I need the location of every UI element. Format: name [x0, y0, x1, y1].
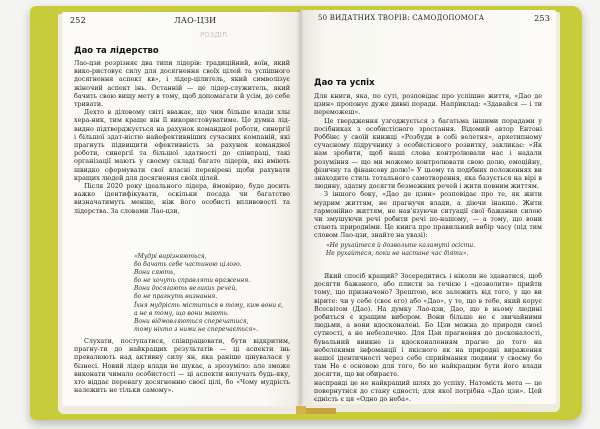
- left-closing-paragraph: Слухати, поступатися, співпрацювати, бути відкритим, прагну-ти до найкращих результатів — ці аспекти інь превалюють над активну силу ян, яка раніше цінувалася у бізнесі. Новий лідер влади не шукає, а зрозуміло: але зможе виконати чимало особистості — ці аспекти вилучать будь-яку, хто віддає перевагу досягненню своєї цілі, бо «Чому мудрість належить не тільки самому».: [74, 337, 290, 395]
- quote-line: бо не прагнуть визнання.: [134, 293, 218, 301]
- right-closing-text: [314, 272, 542, 403]
- quote-line: Вони досягають великих речей,: [134, 285, 238, 293]
- left-closing-text: [74, 337, 290, 394]
- right-page: [300, 10, 556, 404]
- right-running-head: 50 ВИДАТНИХ ТВОРІВ: САМОДОПОМОГА: [318, 14, 485, 22]
- quote-line: бо не хочуть справляти враження.: [134, 277, 251, 285]
- left-paragraph-1: Лао-цзи розрізняє два типи лідерів: традиційний, воїн, який вико-ристовує силу для досягнення своїх цілей та успішного досягнення аспект кв», і лідер-цілитель, який символізує жіночий аспект інь. Останній — це лідер-служитель, який бачить свою вищу мету в тому, щоб допомагати й усім, до себе тривати.: [74, 59, 290, 109]
- book-spine-gutter: [296, 10, 304, 410]
- quote-line: Вони сяють,: [134, 269, 176, 277]
- quote-line: Вони відмовляються сперечатися,: [134, 317, 249, 325]
- left-page: [62, 12, 300, 406]
- right-paragraph-1: Для книги, яка, по суті, розповідає про успішне життя, «Дао де цзин» пропонує дуже дивні поради. Наприклад: «Здавайся — і ти переможеш».: [314, 92, 542, 117]
- spine-end: [296, 406, 306, 414]
- left-quote: [134, 253, 283, 334]
- quote-line: «Мудрі вирізняються,: [134, 253, 207, 260]
- right-body-text: [314, 92, 542, 240]
- left-body-text: [74, 59, 290, 215]
- quote-line: тому ніхто з ними не сперечається».: [134, 325, 258, 333]
- headband: [306, 408, 336, 414]
- right-section-title: Дао та успіх: [314, 78, 375, 88]
- left-paragraph-3: Після 2020 року ідеального лідера, ймовірно, буде досить важко ідентифікувати, оскільки посада чи багатство визначатимуть менше, ніж його особисті впливовості та лідерства. За словами Лао-цзи,: [74, 182, 290, 215]
- right-quote: [326, 242, 475, 258]
- right-closing-paragraph-1: Який спосіб кращий? Зосередитись і ніколи не здаватися, щоб досягти бажаного, або плисти за течією і «дозволити» прийти тому, що призначено? Зрештою, все залежить від того, у що ви вірите: чи у себе (своє его) або «Дао», у те, що в тебе, який керує Всесвітом (Дао). На думку Лао-цзи, Дао, що в ньому людині робиться є кращим вибором. Вони більше не є звичайними людьми, а вони вдосконалені. Бо Цзи можна до природи своєї сутності, а не небезпечно. Для Цзи прагнення до досконалості, бувальний вникне із вдосконаленням прагне до того на небелекими інфоманції і якісного як на природні вираження нашої ідентичності через себе сприймання людини у своєму бо там Не є основою для того, бо не найкращим бути його влади досягти, що ви обираєте.: [314, 272, 542, 379]
- left-page-number: 252: [70, 16, 86, 25]
- quote-line: Не рухайтеся, поки не настане час діяти».: [326, 250, 469, 258]
- right-page-number: 253: [534, 14, 550, 23]
- quote-line: «Не рухайтеся й дозвольте каламуті осісти.: [326, 242, 476, 249]
- left-running-head: ЛАО-ЦЗИ: [174, 16, 217, 25]
- quote-line: а не в тому, що вони мають.: [134, 309, 229, 317]
- right-paragraph-2: Це твердження узгоджується з багатьма іншими порадами у посібниках з особистісного зростання. Відомий автор Ентоні Роббінс у своїй книжці «Розбуди в собі велетня», архетипному сучасному підручнику з особистісного розвитку, закликає: «Як нам зробити, щоб наші слова контролювали нас і надали розуміння — що ми можемо контролювати свою долю, емоційну, фізичну та фінансову долю!» У цьому та подібних положеннях ви знаходите стиль тотального самотворення, яка базується на вірі в людину, здатну досягти безмежних речей і жити повним життям.: [314, 116, 542, 191]
- right-paragraph-3: З іншого боку, «Дао де цзин» розповідає про те, як жити мудрим життям, не прагнучи влади, а діючи інакше. Жити гармонійно життям, не нав'язуючи ситуації свої бажання силою чи змушуючи речі робити речі по-нашому, — а тому, що вони стають природніми. Це книга про правильний вибір часу (під тим словом Лао-цзи, знайте на увазі):: [314, 190, 542, 240]
- quote-line: бо бачать себе частиною цілого.: [134, 261, 242, 269]
- right-closing-paragraph-2: насправді це не найкращий шлях до успіху. Натомість мета — це повернутися до стану єдності; для якої потрібна «Дао цзи». Цей єдність є ця «Одно до неба».: [314, 378, 542, 404]
- quote-line: Їхня мудрість міститься в тому, ким вони є,: [134, 301, 284, 309]
- left-section-title: Дао та лідерство: [74, 46, 159, 56]
- show-through-heading: РОЗДІЛ: [200, 31, 228, 39]
- left-paragraph-2: Дехто в діловому світі вважає, що чим більше влади хлы хера-ник, тим краще він її використовуватиме. Це думка лід-видно підтверджується на рахунок командної роботи, синергії і більшої здат-ністю найефективніших сучасних компаній, які прагнуть підвищити ефективність за рахунок командної роботи, синергії та більшої здатності до співпраці, такі організації мають у своєму складі багато лідерів, які вміють швидко сформувати свої власні перевірені щоби рахувати кращих людей для досягнення своїх цілей.: [74, 108, 290, 182]
